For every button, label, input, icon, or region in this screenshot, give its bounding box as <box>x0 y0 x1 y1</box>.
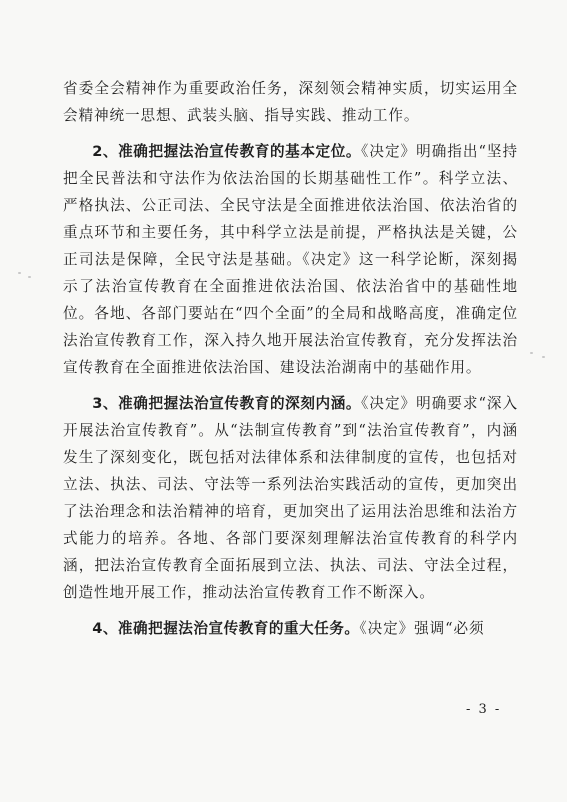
section-body: 《决定》强调“必须 <box>359 620 485 637</box>
scan-speck <box>530 352 533 354</box>
scan-speck <box>18 272 21 274</box>
page-number: - 3 - <box>466 702 502 717</box>
paragraph-section-3 <box>63 390 518 606</box>
paragraph-section-4 <box>63 615 518 642</box>
section-heading: 2、准确把握法治宣传教育的基本定位。 <box>92 143 362 160</box>
section-heading: 3、准确把握法治宣传教育的深刻内涵。 <box>92 395 362 412</box>
paragraph-continuation <box>63 75 518 129</box>
section-heading: 4、准确把握法治宣传教育的重大任务。 <box>92 620 360 637</box>
scan-speck <box>542 356 545 358</box>
paragraph-section-2 <box>63 138 518 381</box>
section-body: 《决定》明确指出“坚持把全民普法和守法作为依法治国的长期基础性工作”。科学立法、严格执法、公正司法、全民守法是全面推进依法治国、依法治省的重点环节和主要任务，其中科学立法是前提，严格执法是关键，公正司法是保障，全民守法是基础。《决定》这一科学论断，深刻揭示了法治宣传教育在全面推进依法治国、依法治省中的基础性地位。各地、各部门要站在“四个全面”的全局和战略高度，准确定位法治宣传教育工作，深入持久地开展法治宣传教育，充分发挥法治宣传教育在全面推进依法治国、建设法治湖南中的基础作用。 <box>63 143 519 376</box>
scan-speck <box>28 276 31 278</box>
document-body <box>63 75 518 642</box>
continuation-text: 省委全会精神作为重要政治任务，深刻领会精神实质，切实运用全会精神统一思想、武装头脑、指导实践、推动工作。 <box>63 80 518 124</box>
section-body: 《决定》明确要求“深入开展法治宣传教育”。从“法制宣传教育”到“法治宣传教育”，内涵发生了深刻变化，既包括对法律体系和法律制度的宣传，也包括对立法、执法、司法、守法等一系列法治实践活动的宣传，更加突出了法治理念和法治精神的培育，更加突出了运用法治思维和法治方式能力的培养。各地、各部门要深刻理解法治宣传教育的科学内涵，把法治宣传教育全面拓展到立法、执法、司法、守法全过程，创造性地开展工作，推动法治宣传教育工作不断深入。 <box>63 395 519 601</box>
